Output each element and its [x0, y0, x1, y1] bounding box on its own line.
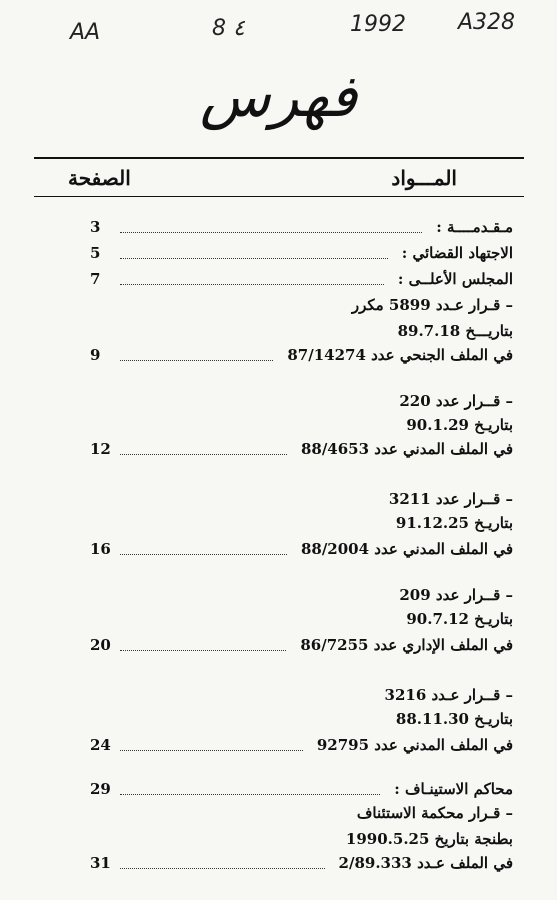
toc-entry-text: – قــرار عدد 3211 [388, 490, 513, 508]
header-page: الصفحة [68, 166, 131, 190]
toc-entry-text: في الملف المدني عدد 88/2004 [300, 540, 513, 558]
header-materials: المـــواد [391, 166, 457, 190]
leader-dots [120, 284, 384, 285]
toc-entry-page: 12 [90, 440, 111, 458]
toc-entry-page: 31 [90, 854, 111, 872]
handwritten-code: A328 [458, 10, 516, 35]
leader-dots [120, 232, 422, 233]
toc-entry-text: الاجتهاد القضائي : [401, 244, 513, 262]
toc-entry-text: بتاريـخ 91.12.25 [395, 514, 513, 532]
handwritten-note-mid: 8 ٤ [212, 16, 245, 41]
leader-dots [120, 454, 287, 455]
toc-entry-text: محاكم الاستينـاف : [394, 780, 513, 798]
toc-entry-text: – قــرار عدد 209 [399, 586, 513, 604]
toc-entry-text: في الملف الجنحي عدد 87/14274 [287, 346, 513, 364]
toc-entry-page: 3 [90, 218, 101, 236]
toc-entry-text: – قـرار عـدد 5899 مكرر [351, 296, 513, 314]
toc-entry-text: – قـرار محكمة الاستئناف [356, 804, 513, 822]
toc-entry-text: في الملف عـدد 2/89.333 [338, 854, 513, 872]
toc-entry-page: 7 [90, 270, 101, 288]
leader-dots [120, 794, 380, 795]
leader-dots [120, 750, 303, 751]
toc-entry-page: 29 [90, 780, 111, 798]
toc-entry-text: بتاريـــخ 89.7.18 [397, 322, 513, 340]
leader-dots [120, 258, 388, 259]
leader-dots [120, 868, 325, 869]
toc-entry-text: بتاريـخ 88.11.30 [395, 710, 513, 728]
toc-entry-text: بتاريـخ 90.1.29 [406, 416, 513, 434]
leader-dots [120, 650, 286, 651]
leader-dots [120, 554, 287, 555]
toc-entry-page: 5 [90, 244, 101, 262]
toc-entry-text: المجلس الأعلــى : [397, 270, 513, 288]
toc-entry-text: في الملف الإداري عدد 86/7255 [300, 636, 513, 654]
page-title: فهرس [199, 62, 358, 130]
toc-entry-text: بطنجة بتاريخ 1990.5.25 [345, 830, 513, 848]
handwritten-year: 1992 [350, 12, 406, 37]
toc-entry-page: 16 [90, 540, 111, 558]
toc-entry-text: بتاريـخ 90.7.12 [406, 610, 513, 628]
toc-entry-text: في الملف المدني عدد 92795 [316, 736, 513, 754]
toc-entry-text: في الملف المدني عدد 88/4653 [300, 440, 513, 458]
toc-entry-page: 24 [90, 736, 111, 754]
toc-entry-page: 9 [90, 346, 101, 364]
leader-dots [120, 360, 273, 361]
toc-entry-text: مـقـدمــــة : [436, 218, 513, 236]
toc-list [90, 0, 516, 900]
handwritten-note-left: AA [70, 20, 101, 45]
toc-entry-page: 20 [90, 636, 111, 654]
toc-entry-text: – قــرار عدد 220 [399, 392, 513, 410]
toc-entry-text: – قــرار عـدد 3216 [384, 686, 513, 704]
